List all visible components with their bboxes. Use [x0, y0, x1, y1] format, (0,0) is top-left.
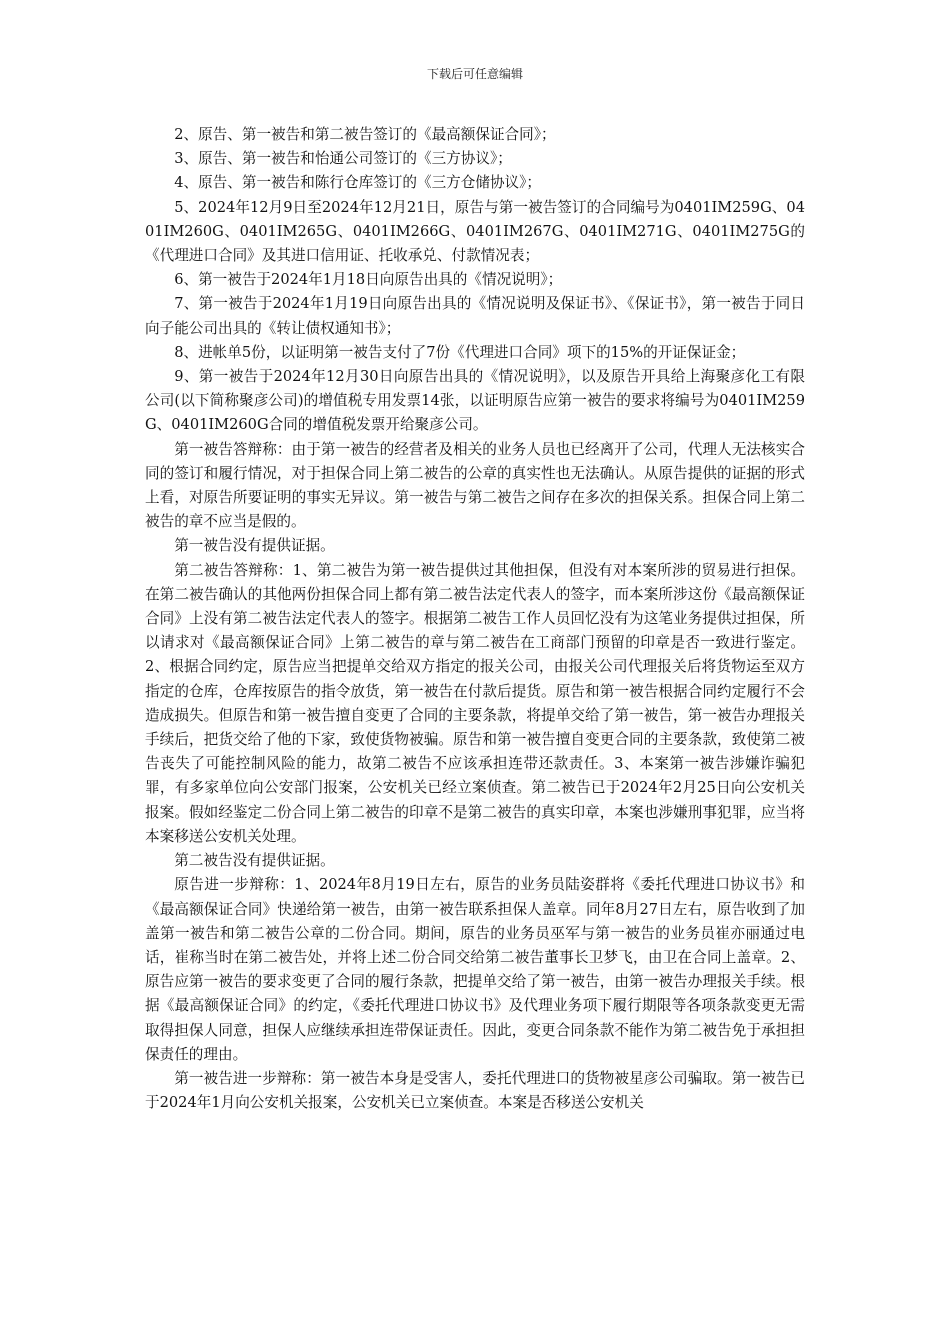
paragraph-first-defendant-defense: 第一被告答辩称：由于第一被告的经营者及相关的业务人员也已经离开了公司，代理人无法核实合同的签订和履行情况，对于担保合同上第二被告的公章的真实性也无法确认。从原告提供的证据的形式上看，对原告所要证明的事实无异议。第一被告与第二被告之间存在多次的担保关系。担保合同上第二被告的章不应当是假的。 — [145, 440, 805, 531]
paragraph-evidence-9: 9、第一被告于2024年12月30日向原告出具的《情况说明》，以及原告开具给上海聚彦化工有限公司(以下简称聚彦公司)的增值税专用发票14张，以证明原告应第一被告的要求将编号为0401IM259G、0401IM260G合同的增值税发票开给聚彦公司。 — [145, 368, 805, 434]
paragraph-evidence-3: 3、原告、第一被告和怡通公司签订的《三方协议》； — [174, 150, 512, 168]
paragraph-evidence-8: 8、进帐单5份，以证明第一被告支付了7份《代理进口合同》项下的15%的开证保证金； — [174, 343, 746, 361]
paragraph-evidence-7: 7、第一被告于2024年1月19日向原告出具的《情况说明及保证书》、《保证书》，第一被告于同日向子能公司出具的《转让债权通知书》； — [145, 295, 805, 337]
paragraph-evidence-6: 6、第一被告于2024年1月18日向原告出具的《情况说明》； — [174, 271, 563, 289]
document-body — [145, 123, 805, 1115]
page-header: 下载后可任意编辑 — [426, 67, 523, 81]
paragraph-evidence-2: 2、原告、第一被告和第二被告签订的《最高额保证合同》； — [174, 126, 556, 143]
paragraph-second-defendant-defense: 第二被告答辩称：1、第二被告为第一被告提供过其他担保，但没有对本案所涉的贸易进行担保。在第二被告确认的其他两份担保合同上都有第二被告法定代表人的签字，而本案所涉这份《最高额保证合同》上没有第二被告法定代表人的签字。根据第二被告工作人员回忆没有为这笔业务提供过担保，所以请求对《最高额保证合同》上第二被告的章与第二被告在工商部门预留的印章是否一致进行鉴定。2、根据合同约定，原告应当把提单交给双方指定的报关公司，由报关公司代理报关后将货物运至双方指定的仓库，仓库按原告的指令放货，第一被告在付款后提货。原告和第一被告根据合同约定履行不会造成损失。但原告和第一被告擅自变更了合同的主要条款，将提单交给了第一被告，第一被告办理报关手续后，把货交给了他的下家，致使货物被骗。原告和第一被告擅自变更合同的主要条款，致使第二被告丧失了可能控制风险的能力，故第二被告不应该承担连带还款责任。3、本案第一被告涉嫌诈骗犯罪，有多家单位向公安部门报案，公安机关已经立案侦查。第二被告已于2024年2月25日向公安机关报案。假如经鉴定二份合同上第二被告的印章不是第二被告的真实印章，本案也涉嫌刑事犯罪，应当将本案移送公安机关处理。 — [145, 561, 805, 845]
paragraph-plaintiff-further-argument: 原告进一步辩称：1、2024年8月19日左右，原告的业务员陆姿群将《委托代理进口协议书》和《最高额保证合同》快递给第一被告，由第一被告联系担保人盖章。同年8月27日左右，原告收到了加盖第一被告和第二被告公章的二份合同。期间，原告的业务员巫军与第一被告的业务员崔亦丽通过电话，崔称当时在第二被告处，并将上述二份合同交给第二被告董事长卫梦飞，由卫在合同上盖章。2、原告应第一被告的要求变更了合同的履行条款，把提单交给了第一被告，由第一被告办理报关手续。根据《最高额保证合同》的约定，《委托代理进口协议书》及代理业务项下履行期限等各项条款变更无需取得担保人同意，担保人应继续承担连带保证责任。因此，变更合同条款不能作为第二被告免于承担担保责任的理由。 — [145, 876, 805, 1063]
paragraph-evidence-4: 4、原告、第一被告和陈行仓库签订的《三方仓储协议》； — [174, 174, 542, 192]
paragraph-second-defendant-no-evidence: 第二被告没有提供证据。 — [174, 852, 335, 870]
paragraph-first-defendant-no-evidence: 第一被告没有提供证据。 — [174, 537, 335, 555]
paragraph-evidence-5: 5、2024年12月9日至2024年12月21日，原告与第一被告签订的合同编号为0401IM259G、0401IM260G、0401IM265G、0401IM266G、0401IM267G、0401IM271G、0401IM275G的《代理进口合同》及其进口信用证、托收承兑、付款情况表； — [145, 198, 805, 265]
paragraph-first-defendant-further-argument: 第一被告进一步辩称：第一被告本身是受害人，委托代理进口的货物被星彦公司骗取。第一被告已于2024年1月向公安机关报案，公安机关已立案侦查。本案是否移送公安机关 — [145, 1069, 805, 1112]
